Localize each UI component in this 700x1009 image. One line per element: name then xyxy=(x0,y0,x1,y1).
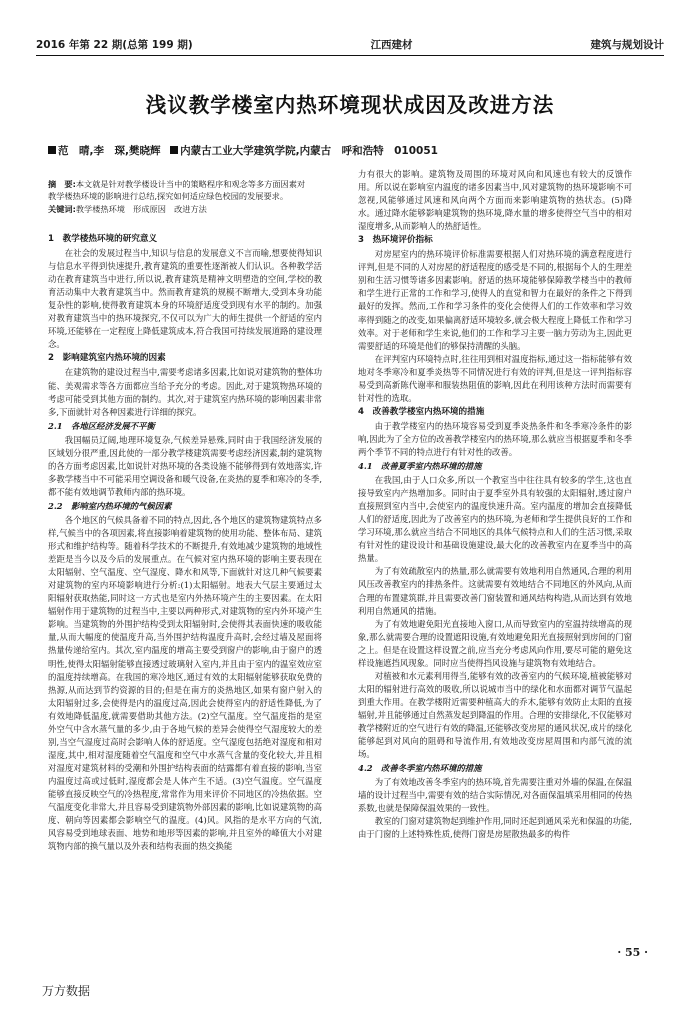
section-heading: 1 教学楼热环境的研究意义 xyxy=(48,234,158,244)
watermark: 万方数据 xyxy=(42,984,91,998)
affiliation: 内蒙古工业大学建筑学院,内蒙古 呼和浩特 010051 xyxy=(180,145,438,157)
section-heading: 3 热环境评价指标 xyxy=(358,235,433,246)
body-paragraph: 在社会的发展过程当中,知识与信息的发展意义不言而喻,想要使得知识与信息水平得到快速提升,教育建筑的重要性逐渐被人们认识。各种教学活动在教育建筑当中进行,所以说,教育建筑是精神文明塑造的空间,学校的教育活动集中大教育建筑当中。然而教育建筑的规模不断增大,受到本身功能复杂性的影响,使得教育建筑本身的环境舒适度受到现有水平的制约。加强对教育建筑当中的热环境探究,不仅可以为广大的师生提供一个舒适的室内环境,还能够在一定程度上降低建筑成本,符合我国可持续发展道路的建设理念。 xyxy=(48,248,322,350)
byline xyxy=(48,143,438,158)
keywords-label: 关键词: xyxy=(48,204,76,214)
body-paragraph: 在评判室内环境特点时,往往用到相对温度指标,通过这一指标能够有效地对冬季寒冷和夏季炎热等不同情况进行有效的评判,但是这一评判指标容易受到高新陈代谢率和服装热阻值的影响,因此在利用该种方法时而需要有针对性的选取。 xyxy=(358,353,632,403)
abstract xyxy=(48,178,310,216)
subsection-heading: 2.1 各地区经济发展不平衡 xyxy=(48,420,155,431)
body-paragraph: 对植被和水元素利用得当,能够有效的改善室内的气候环境,植被能够对太阳的辐射进行高效的吸收,所以说城市当中的绿化和水面都对调节气温起到重大作用。在教学楼附近需要种植高大的乔木,能够有效防止太阳的直接辐射,并且能够通过自然蒸发起到降温的作用。合理的安排绿化,不仅能够对教学楼附近的空气进行有效的降温,还能够改变房屋的通风状况,成片的绿化能够起到对风向的阻碍和导流作用,有效地改变房屋周围和内部气流的流场。 xyxy=(358,670,632,760)
left-column xyxy=(48,232,322,853)
body-paragraph: 由于教学楼室内的热环境容易受到夏季炎热条件和冬季寒冷条件的影响,因此为了全方位的改善教学楼室内的热环境,那么就应当根据夏季和冬季两个季节不同的特点进行有针对性的改善。 xyxy=(358,420,632,457)
right-column xyxy=(358,168,632,841)
section-name: 建筑与规划设计 xyxy=(590,39,664,51)
body-paragraph: 在我国,由于人口众多,所以一个教室当中往往具有较多的学生,这也直接导致室内产热增加多。同时由于夏季室外具有较强的太阳辐射,透过窗户直接照到室内当中,会使室内的温度快速升高。室内温度的增加会直接降低人们的舒适度,因此为了改善室内的热环境,为老师和学生提供良好的工作和学习环境,那么就应当结合不同地区的具体气候特点和人们的生活习惯,采取有针对性的建设设计和基础设施建设,最大化的改善教室内在夏季当中的高热量。 xyxy=(358,475,632,564)
issue-info: 2016 年第 22 期(总第 199 期) xyxy=(36,39,193,51)
body-paragraph: 各个地区的气候具备着不同的特点,因此,各个地区的建筑物建筑特点多样,气候当中的各项因素,将直接影响着建筑物的使用功能、整体布局、建筑形式和维护结构等。随着科学技术的不断提升,有效地减少建筑物的地域性差距是当今以及今后的发展重点。在气候对室内热环境的影响主要表现在太阳辐射、空气温度、空气湿度、降水和风等,下面就针对这几种气候要素对建筑物的室内环境影响进行分析:(1)太阳辐射。地表大气层主要通过太阳辐射获取热能,同时这一方式也是室内外热环境产生的主要因素。在太阳辐射作用于建筑物的过程当中,主要以两种形式,对建筑物的室内外环境产生影响。当建筑物的外围护结构受到太阳辐射时,会使得其表面快速的吸收能量,从而大幅度的使温度升高,当外围护结构温度升高时,会经过墙及屋面将热量传递给室内。其次,室内温度的增高主要受到窗户的影响,由于窗户的透明性,使得太阳辐射能够直接透过玻璃射入室内,并且由于室内的温室效应室的温度持续增高。在我国的寒冷地区,通过有效的太阳辐射能够获取免费的热源,从而达到节约资源的目的;但是在南方的炎热地区,如果有窗户射入的太阳辐射过多,会使得是内的温度过高,因此会使得室内的舒适性降低,为了有效地降低温度,就需要借助其他方法。(2)空气温度。空气温度指的是室外空气中含水蒸气量的多少,由于各地气候的差异会使得空气湿度较大的差别,当空气湿度过高时会影响人体的舒适度。空气湿度包括绝对湿度和相对湿度,其中,相对湿度随着空气温度和空气中水蒸气含量的变化较大,并且相对湿度对建筑材料的受潮和外围护结构表面的结露都有着直接的影响,当室内温度过高或过低时,湿度都会是人体产生不适。(3)空气温度。空气温度能够直接反映空气的冷热程度,常常作为用来评价不同地区的冷热依据。空气温度变化非常大,并且容易受到建筑物外部因素的影响,比如说建筑物的高度、朝向等因素都会影响空气的温度。(4)风。风指的是水平方向的气流,风容易受到地球表面、地势和地形等因素的影响,并且室外的峰值大小对建筑物内部的换气量以及外表和结构表面的热交换能 xyxy=(48,514,322,852)
keywords-paragraph xyxy=(48,203,310,215)
keywords-text: 教学楼热环境 形成原因 改进方法 xyxy=(75,204,207,214)
square-bullet-icon xyxy=(48,146,56,154)
subsection-heading: 4.2 改善冬季室内热环境的措施 xyxy=(358,763,482,774)
body-paragraph: 教室的门窗对建筑物起到维护作用,同时还起到通风采光和保温的功能,由于门窗的上述特殊性质,使得门窗是房屋散热最多的构件 xyxy=(358,816,632,840)
article-title: 浅议教学楼室内热环境现状成因及改进方法 xyxy=(145,93,555,117)
header-rule xyxy=(36,55,664,56)
body-paragraph: 为了有效地改善冬季室内的热环境,首先需要注重对外墙的保温,在保温墙的设计过程当中,需要有效的结合实际情况,对各面保温填采用相同的传热系数,也就是保障保温效果的一致性。 xyxy=(358,777,632,814)
body-paragraph: 为了有效地避免阳光直接地入窗口,从而导致室内的室温持续增高的现象,那么就需要合理的设置遮阳设施,有效地避免阳光直接照射到房间的门窗之上。但是在设置这样设置之前,应当充分考虑风向作用,要尽可能的避免这样设施遮挡风现象。同时应当使得挡风设施与建筑物有效地结合。 xyxy=(358,618,632,668)
abstract-paragraph xyxy=(48,178,310,202)
body-paragraph: 力有很大的影响。建筑物及周围的环境对风向和风速也有较大的反馈作用。所以说在影响室内温度的诸多因素当中,风对建筑物的热环境影响不可忽视,风能够通过风速和风向两个方面而来影响建筑物的热状态。(5)降水。通过降水能够影响建筑物的热环境,降水量的增多使得空气当中的相对湿度增多,从而影响人的热舒适性。 xyxy=(358,169,632,232)
abstract-text: 本文就是针对教学楼设计当中的策略程序和观念等多方面因素对教学楼热环境的影响进行总结,探究如何适应绿色校园的发展要求。 xyxy=(48,179,306,201)
subsection-heading: 4.1 改善夏季室内热环境的措施 xyxy=(358,461,482,472)
page-number: · 55 · xyxy=(617,946,648,959)
journal-name: 江西建材 xyxy=(370,39,413,51)
body-paragraph: 在建筑物的建设过程当中,需要考虑诸多因素,比如说对建筑物的整体功能、美观需求等各方面都应当给予充分的考虑。因此,对于建筑物热环境的考虑可能受到其他方面的制约。其次,对于建筑室内热环境的影响因素非常多,下面就针对各种因素进行详细的探究。 xyxy=(48,367,322,417)
body-paragraph: 我国幅员辽阔,地理环境复杂,气候差异悬殊,同时由于我国经济发展的区域划分很严重,因此使的一部分教学楼建筑需要考虑经济因素,制约建筑物的各方面考虑因素,比如说针对热环境的各类设施不能够得到有效地落实,许多教学楼当中不可能采用空调设备和暖气设备,在炎热的夏季和寒冷的冬季,都不能有效地调节教师内部的热环境。 xyxy=(48,434,322,497)
section-heading: 4 改善教学楼室内热环境的措施 xyxy=(358,406,485,417)
running-header xyxy=(36,36,664,52)
body-paragraph: 为了有效疏散室内的热量,那么就需要有效地利用自然通风,合理的利用风压改善教室内的排热条件。这就需要有效地结合不同地区的外风向,从而合理的布置建筑群,并且需要改善门窗装置和通风结构构造,从而达到有效地利用自然通风的措施。 xyxy=(358,566,632,616)
square-bullet-icon xyxy=(170,146,178,154)
body-paragraph: 对房屋室内的热环境评价标准需要根据人们对热环境的满意程度进行评判,但是不同的人对房屋的舒适程度的感受是不同的,根据每个人的生理差别和生活习惯等诸多因素影响。舒适的热环境能够保障教学楼当中的教师和学生进行正常的工作和学习,使得人的直觉和智力在最好的条件之下得到最好的发挥。然而,工作和学习条件的变化会使得人们的工作效率和学习效率得到随之的改变,如果偏离舒适环境较多,就会极大程度上降低工作和学习效率。对于老师和学生来说,他们的工作和学习主要一脑力劳动为主,因此更需要舒适的环境是他们的够保持清醒的头脑。 xyxy=(358,249,632,351)
subsection-heading: 2.2 影响室内热环境的气候因素 xyxy=(48,500,172,511)
section-heading: 2 影响建筑室内热环境的因素 xyxy=(48,353,166,364)
authors: 范 晴,李 琛,樊晓辉 xyxy=(58,145,161,157)
abstract-label: 摘 要: xyxy=(48,179,76,189)
